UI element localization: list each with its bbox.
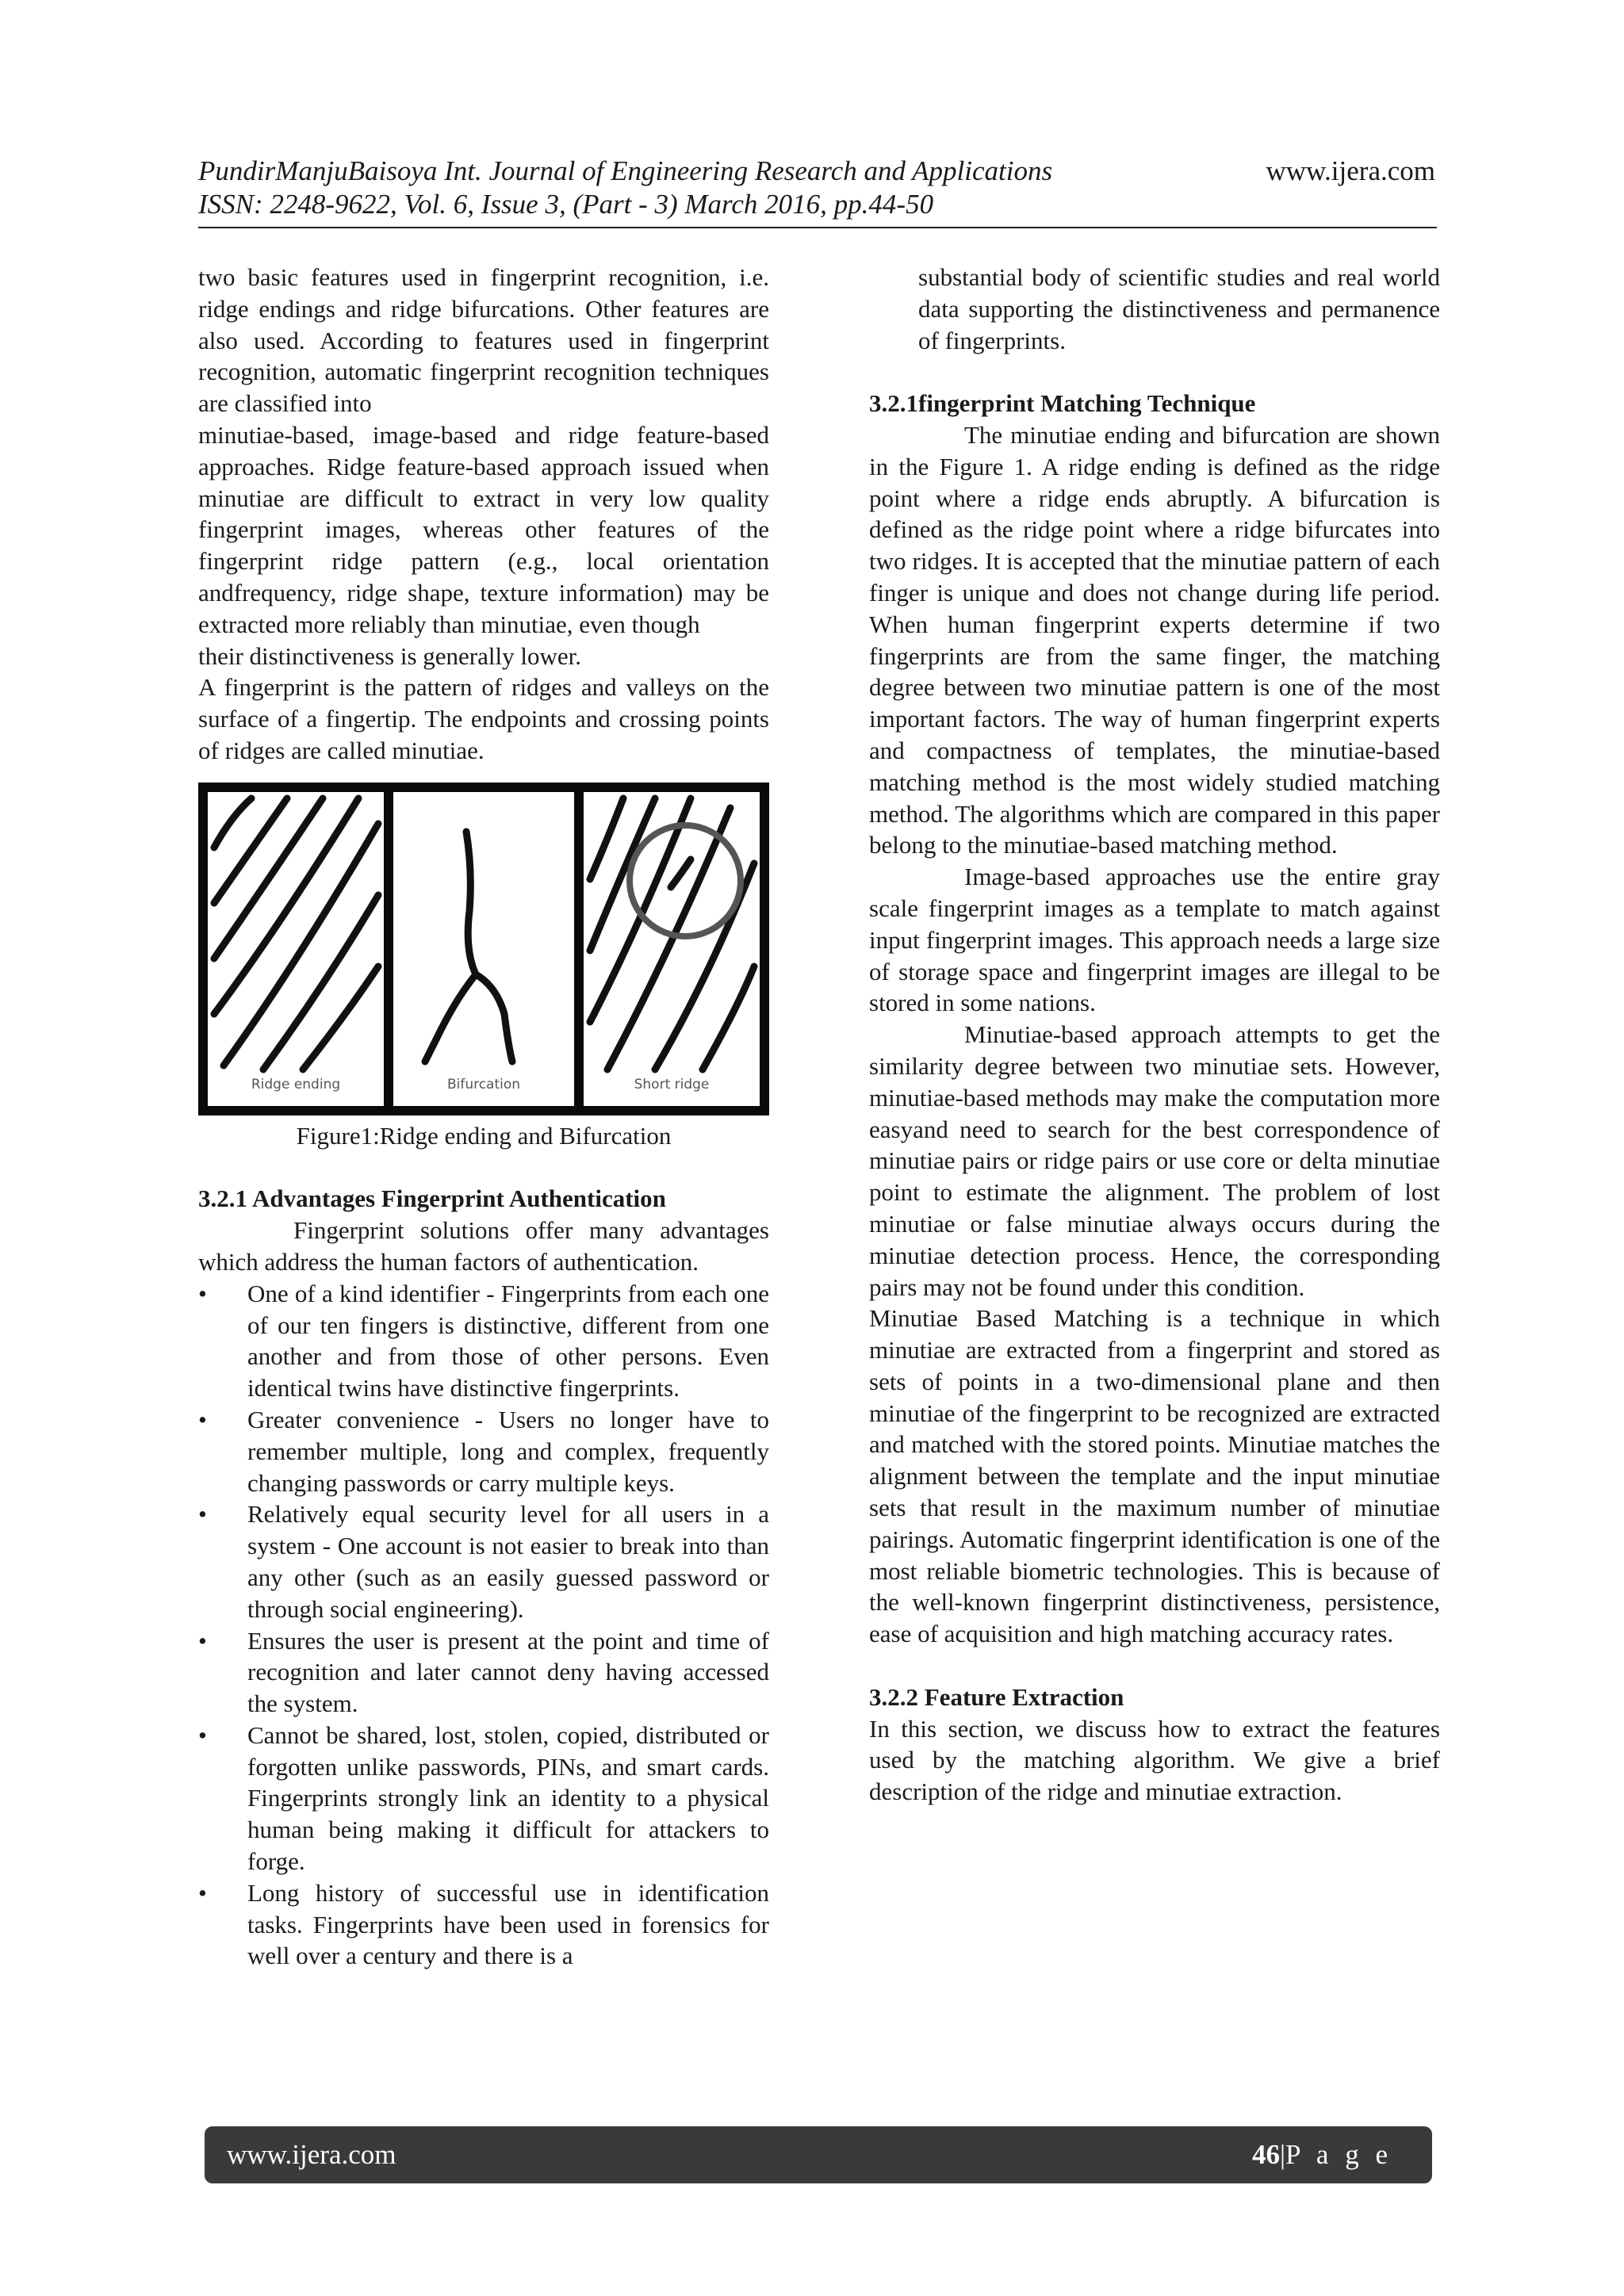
panel-ridge-ending — [208, 792, 384, 1106]
right-paragraph-1: The minutiae ending and bifurcation are shown in the Figure 1. A ridge ending is defined as the ridge point where a ridge ends abruptly. A bifurcation is defined as the ridge point where a ridge bifurcates into two ridges. It is accepted that the minutiae pattern of each finger is unique and does not change during life period. When human fingerprint experts determine if two fingerprints are from the same finger, the matching degree between two minutiae pattern is one of the most important factors. The way of human fingerprint experts and compactness of templates, the minutiae-based matching method is the most widely studied matching method. The algorithms which are compared in this paper belong to the minutiae-based matching method. — [869, 420, 1440, 859]
advantages-intro: Fingerprint solutions offer many advantages which address the human factors of authentication. — [198, 1216, 769, 1276]
journal-title: PundirManjuBaisoya Int. Journal of Engineering Research and Applications — [198, 155, 1053, 186]
page-word: P a g e — [1285, 2139, 1392, 2170]
right-paragraph-3: Minutiae-based approach attempts to get the similarity degree between two minutiae sets. However, minutiae-based methods may make the computation more easyand need to search for the best correspondence of minutiae pairs or ridge pairs or use core or delta minutiae point to estimate the alignment. The problem of lost minutiae or false minutiae always occurs during the minutiae detection process. Hence, the corresponding pairs may not be found under this condition. — [869, 1020, 1440, 1301]
label-short-ridge: Short ridge — [634, 1076, 710, 1093]
bullet-icon: • — [198, 1500, 207, 1529]
page-separator: | — [1279, 2139, 1285, 2170]
running-header — [198, 155, 1435, 220]
label-ridge-ending: Ridge ending — [251, 1076, 341, 1093]
left-paragraph-2: minutiae-based, image-based and ridge feature-based approaches. Ridge feature-based approach issued when minutiae are difficult to extract in very low quality fingerprint images, whereas other features of the fingerprint ridge pattern (e.g., local orientation andfrequency, ridge shape, texture information) may be extracted more reliably than minutiae, even though — [198, 420, 769, 638]
short-ridge-drawing — [584, 792, 760, 1106]
left-paragraph-3: their distinctiveness is generally lower. — [198, 641, 581, 670]
bullet-icon: • — [198, 1405, 207, 1433]
list-item: • Greater convenience - Users no longer have to remember multiple, long and complex, frequently changing passwords or carry multiple keys. — [198, 1405, 769, 1497]
list-item: • Cannot be shared, lost, stolen, copied, distributed or forgotten unlike passwords, PINs, and smart cards. Fingerprints strongly link an identity to a physical human being making it difficult for attackers to forge. — [198, 1720, 769, 1876]
header-divider — [198, 227, 1437, 228]
left-paragraph-4: A fingerprint is the pattern of ridges and valleys on the surface of a fingertip. The endpoints and crossing points of ridges are called minutiae. — [198, 673, 769, 764]
footer-site[interactable]: www.ijera.com — [227, 2139, 396, 2170]
right-continuation: substantial body of scientific studies and real world data supporting the distinctiveness and permanence of fingerprints. — [918, 263, 1440, 354]
bifurcation-drawing — [393, 792, 574, 1106]
ridge-ending-drawing — [208, 792, 384, 1106]
right-paragraph-4: Minutiae Based Matching is a technique in which minutiae are extracted from a fingerprint and stored as sets of points in a two-dimensional plane and then minutiae of the fingerprint to be recognized are extracted and matched with the stored points. Minutiae matches the alignment between the template and the input minutiae sets that result in the maximum number of minutiae pairings. Automatic fingerprint identification is one of the most reliable biometric technologies. This is because of the well-known fingerprint distinctiveness, persistence, ease of acquisition and high matching accuracy rates. — [869, 1304, 1440, 1648]
page-number: 46 — [1251, 2139, 1280, 2170]
panel-bifurcation — [393, 792, 574, 1106]
panel-short-ridge — [584, 792, 760, 1106]
left-paragraph-1: two basic features used in fingerprint recognition, i.e. ridge endings and ridge bifurcations. Other features are also used. According to features used in fingerprint recognition, automatic fingerprint recognition techniques are classified into — [198, 263, 769, 418]
section-heading-feature-extraction: 3.2.2 Feature Extraction — [869, 1682, 1124, 1711]
list-item: • One of a kind identifier - Fingerprints from each one of our ten fingers is distinctive, different from one another and from those of other persons. Even identical twins have distinctive fingerprints. — [198, 1279, 769, 1402]
right-paragraph-2: Image-based approaches use the entire gray scale fingerprint images as a template to match against input fingerprint images. This approach needs a large size of storage space and fingerprint images are illegal to be stored in some nations. — [869, 863, 1440, 1017]
page-footer — [205, 2126, 1432, 2183]
right-paragraph-5: In this section, we discuss how to extract the features used by the matching algorithm. We give a brief description of the ridge and minutiae extraction. — [869, 1714, 1440, 1806]
section-heading-matching: 3.2.1fingerprint Matching Technique — [869, 389, 1256, 418]
advantages-list — [198, 1278, 769, 1973]
list-item: • Relatively equal security level for all users in a system - One account is not easier to break into than any other (such as an easily guessed password or through social engineering). — [198, 1500, 769, 1623]
header-site[interactable]: www.ijera.com — [1266, 155, 1435, 186]
bullet-icon: • — [198, 1279, 207, 1307]
list-item: • Long history of successful use in identification tasks. Fingerprints have been used in forensics for well over a century and there is a — [198, 1878, 769, 1970]
right-column — [869, 262, 1440, 1808]
list-item: • Ensures the user is present at the point and time of recognition and later cannot deny having accessed the system. — [198, 1626, 769, 1718]
figure-ridge-minutiae — [198, 783, 769, 1115]
bullet-icon: • — [198, 1720, 207, 1749]
bullet-icon: • — [198, 1626, 207, 1655]
issn-line: ISSN: 2248-9622, Vol. 6, Issue 3, (Part - 3) March 2016, pp.44-50 — [198, 189, 934, 220]
section-heading-advantages: 3.2.1 Advantages Fingerprint Authentication — [198, 1184, 666, 1213]
page-number-label — [1252, 2139, 1392, 2171]
bullet-icon: • — [198, 1878, 207, 1907]
figure-caption: Figure1:Ridge ending and Bifurcation — [296, 1121, 672, 1150]
left-column — [198, 262, 769, 1972]
label-bifurcation: Bifurcation — [446, 1076, 521, 1093]
